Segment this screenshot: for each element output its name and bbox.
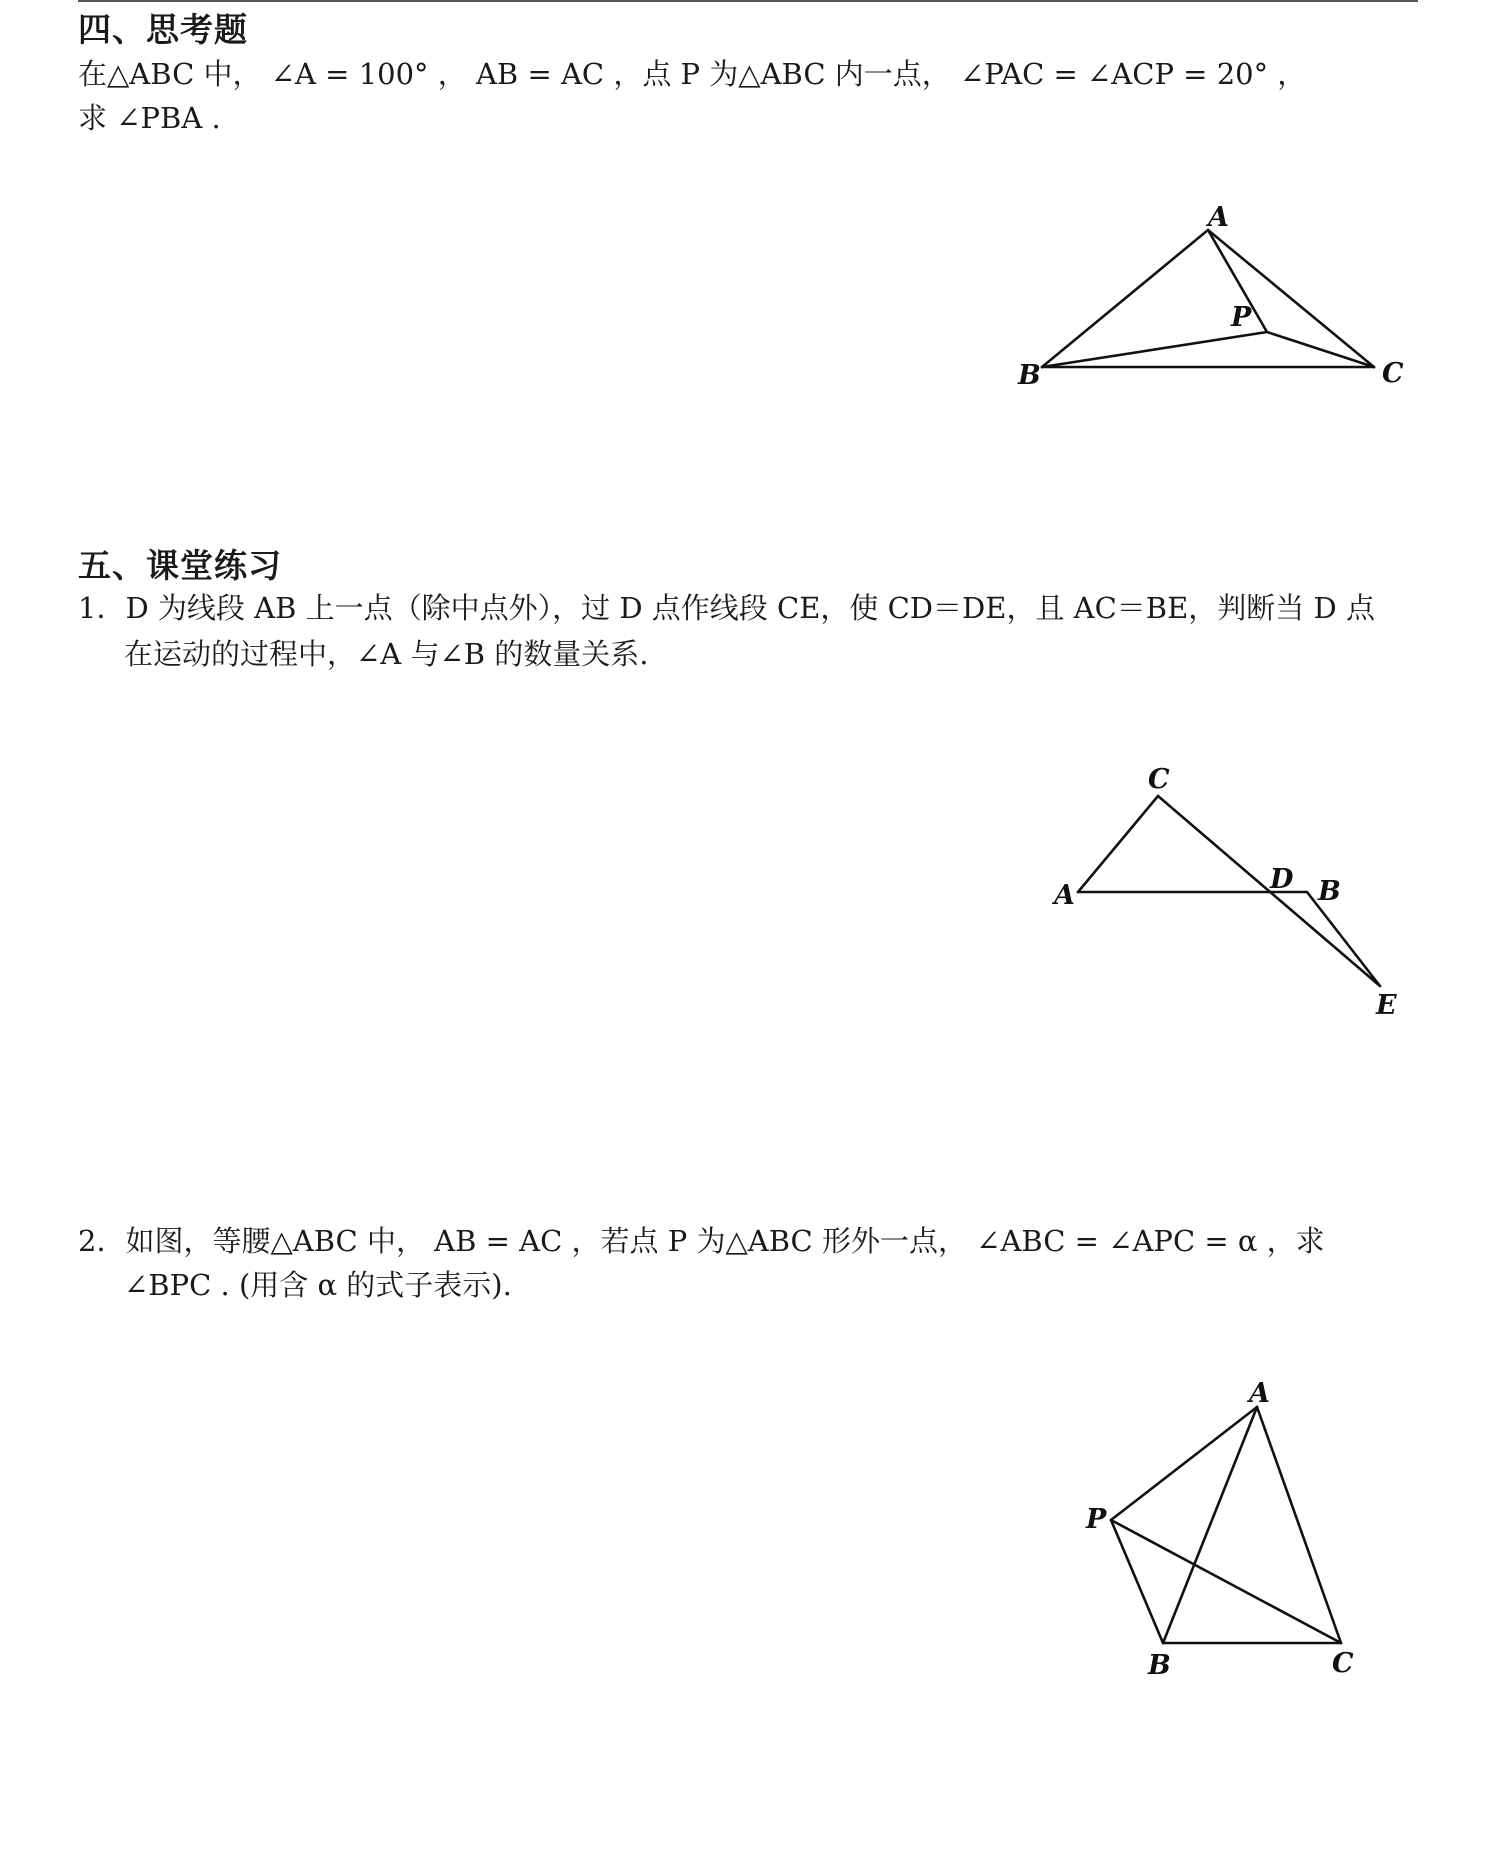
segment-pc-q2 — [1111, 1520, 1341, 1643]
label-a: A — [1208, 202, 1229, 233]
section-4-problem-line-2: 求 ∠PBA . — [78, 101, 221, 135]
label-b: B — [1018, 360, 1041, 391]
section-4-problem-line-1: 在△ABC 中， ∠A = 100° ， AB = AC ，点 P 为△ABC 内一点， ∠PAC = ∠ACP = 20° ， — [78, 57, 1307, 91]
segment-ab — [1042, 230, 1208, 367]
q1-line-2: 在运动的过程中，∠A 与∠B 的数量关系. — [124, 637, 649, 671]
label-d-q1: D — [1270, 864, 1294, 895]
segment-cp — [1267, 332, 1374, 367]
label-p-q2: P — [1086, 1504, 1107, 1535]
section-5-heading: 五、课堂练习 — [78, 546, 282, 585]
label-b-q1: B — [1318, 876, 1341, 907]
label-a-q1: A — [1054, 880, 1075, 911]
q2-line-1: 2．如图，等腰△ABC 中， AB = AC ，若点 P 为△ABC 形外一点， ∠ABC = ∠APC = α ，求 — [78, 1224, 1325, 1258]
segment-pb-q2 — [1111, 1520, 1163, 1643]
segment-ac-q2 — [1257, 1407, 1341, 1643]
q1-figure — [1051, 764, 1397, 1021]
label-e-q1: E — [1376, 990, 1397, 1021]
label-c-q1: C — [1148, 764, 1170, 795]
segment-bp — [1042, 332, 1267, 367]
q2-line-2: ∠BPC . (用含 α 的式子表示). — [124, 1268, 512, 1302]
section-4-heading: 四、思考题 — [78, 10, 248, 49]
label-c-q2: C — [1332, 1648, 1354, 1679]
label-b-q2: B — [1148, 1650, 1171, 1681]
section-4-figure — [1017, 202, 1404, 391]
label-c: C — [1382, 358, 1404, 389]
label-p: P — [1231, 302, 1252, 333]
segment-ac — [1208, 230, 1374, 367]
q1-line-1: 1．D 为线段 AB 上一点（除中点外），过 D 点作线段 CE，使 CD＝DE，且 AC＝BE，判断当 D 点 — [78, 591, 1375, 625]
segment-ca — [1078, 796, 1158, 892]
q2-figure — [1085, 1378, 1354, 1681]
label-a-q2: A — [1249, 1378, 1270, 1409]
